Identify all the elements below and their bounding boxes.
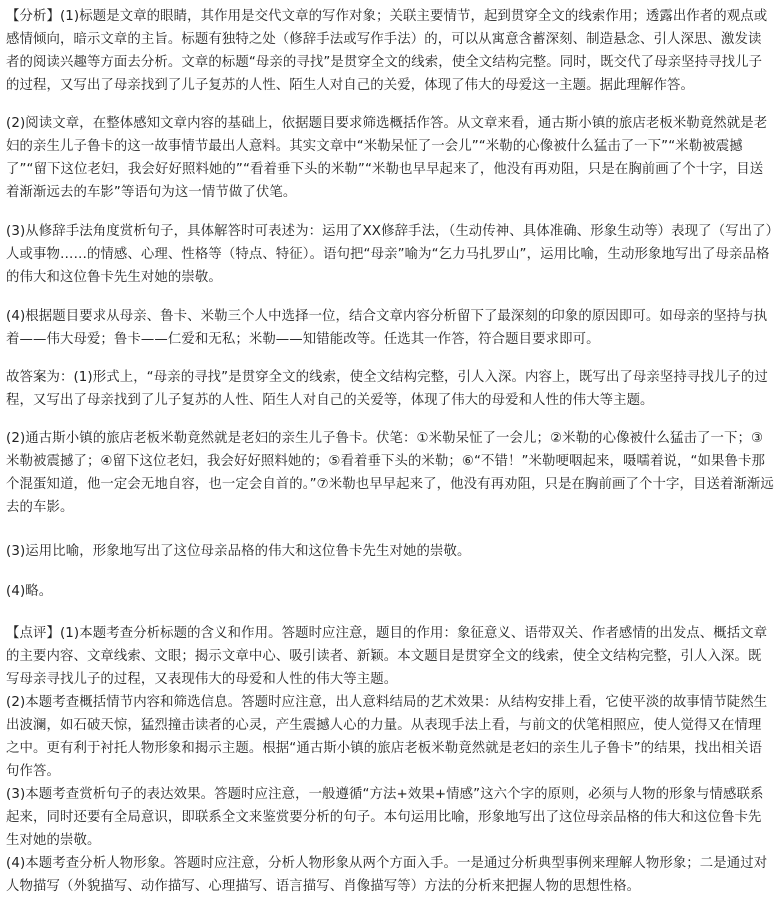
analysis-paragraph-2: (2)阅读文章，在整体感知文章内容的基础上，依据题目要求筛选概括作答。从文章来看，通古斯小镇的旅店老板米勒竟然就是老妇的亲生儿子鲁卡的这一故事情节最出人意料。其实文章中“米勒呆怔了一会儿”“米勒的心像被什么猛击了一下”“米勒被震撼了”“留下这位老妇，我会好好照料她的”“看着垂下头的米勒”“米勒也早早起来了，他没有再劝阻，只是在胸前画了个十字，目送着渐渐远去的车影”等语句为这一情节做了伏笔。 <box>6 116 768 200</box>
answer-paragraph-1: 故答案为：(1)形式上，“母亲的寻找”是贯穿全文的线索，使全文结构完整，引人入深。内容上，既写出了母亲坚持寻找儿子的过程，又写出了母亲找到了儿子复苏的人性、陌生人对自己的关爱等，体现了伟大的母爱和人性的伟大等主题。 <box>6 370 768 408</box>
comment-line-2: (2)本题考查概括情节内容和筛选信息。答题时应注意，出人意料结局的艺术效果：从结构安排上看，它使平淡的故事情节陡然生出波澜，如石破天惊，猛烈撞击读者的心灵，产生震撼人心的力量。从表现手法上看，与前文的伏笔相照应，使人觉得又在情理之中。更有利于衬托人物形象和揭示主题。根据“通古斯小镇的旅店老板米勒竟然就是老妇的亲生儿子鲁卡”的结果，找出相关语句作答。 <box>6 695 768 779</box>
answer-paragraph-3: (3)运用比喻，形象地写出了这位母亲品格的伟大和这位鲁卡先生对她的崇敬。 <box>6 544 471 559</box>
comment-line-3: (3)本题考查赏析句子的表达效果。答题时应注意，一般遵循“方法+效果+情感”这六个字的原则，必须与人物的形象与情感联系起来，同时还要有全局意识，即联系全文来鉴赏要分析的句子。本句运用比喻，形象地写出了这位母亲品格的伟大和这位鲁卡先生对她的崇敬。 <box>6 787 764 848</box>
comment-block <box>6 622 774 898</box>
comment-line-1: 【点评】(1)本题考查分析标题的含义和作用。答题时应注意，题目的作用：象征意义、语带双关、作者感情的出发点、概括文章的主要内容、文章线索、文眼；揭示文章中心、吸引读者、新颖。本文题目是贯穿全文的线索，使全文结构完整，引人入深。既写母亲寻找儿子的过程，又表现伟大的母爱和人性的伟大等主题。 <box>6 626 768 687</box>
answer-paragraph-4: (4)略。 <box>6 584 53 599</box>
analysis-paragraph-4: (4)根据题目要求从母亲、鲁卡、米勒三个人中选择一位，结合文章内容分析留下了最深刻的印象的原因即可。如母亲的坚持与执着——伟大母爱；鲁卡——仁爱和无私；米勒——知错能改等。任选其一作答，符合题目要求即可。 <box>6 309 768 347</box>
analysis-paragraph-1: 【分析】(1)标题是文章的眼睛，其作用是交代文章的写作对象；关联主要情节，起到贯穿全文的线索作用；透露出作者的观点或感情倾向，暗示文章的主旨。标题有独特之处（修辞手法或写作手法）的，可以从寓意含蓄深刻、制造悬念、引人深思、激发读者的阅读兴趣等方面去分析。文章的标题“母亲的寻找”是贯穿全文的线索，使全文结构完整。同时，既交代了母亲坚持寻找儿子的过程，又写出了母亲找到了儿子复苏的人性、陌生人对自己的关爱，体现了伟大的母爱这一主题。据此理解作答。 <box>6 9 768 93</box>
answer-paragraph-2: (2)通古斯小镇的旅店老板米勒竟然就是老妇的亲生儿子鲁卡。伏笔：①米勒呆怔了一会儿；②米勒的心像被什么猛击了一下；③米勒被震撼了；④留下这位老妇，我会好好照料她的；⑤看着垂下头的米勒；⑥“不错！”米勒哽咽起来，嗫嚅着说，“如果鲁卡那个混蛋知道，他一定会无地自容，也一定会自首的。”⑦米勒也早早起来了，他没有再劝阻，只是在胸前画了个十字，目送着渐渐远去的车影。 <box>6 431 774 515</box>
analysis-paragraph-3: (3)从修辞手法角度赏析句子，具体解答时可表述为：运用了XX修辞手法，（生动传神、具体准确、形象生动等）表现了（写出了）人或事物……的情感、心理、性格等（特点、特征）。语句把“母亲”喻为“乞力马扎罗山”，运用比喻，生动形象地写出了母亲品格的伟大和这位鲁卡先生对她的崇敬。 <box>6 224 773 285</box>
comment-line-4: (4)本题考查分析人物形象。答题时应注意，分析人物形象从两个方面入手。一是通过分析典型事例来理解人物形象；二是通过对人物描写（外貌描写、动作描写、心理描写、语言描写、肖像描写等）方法的分析来把握人物的思想性格。 <box>6 856 768 894</box>
